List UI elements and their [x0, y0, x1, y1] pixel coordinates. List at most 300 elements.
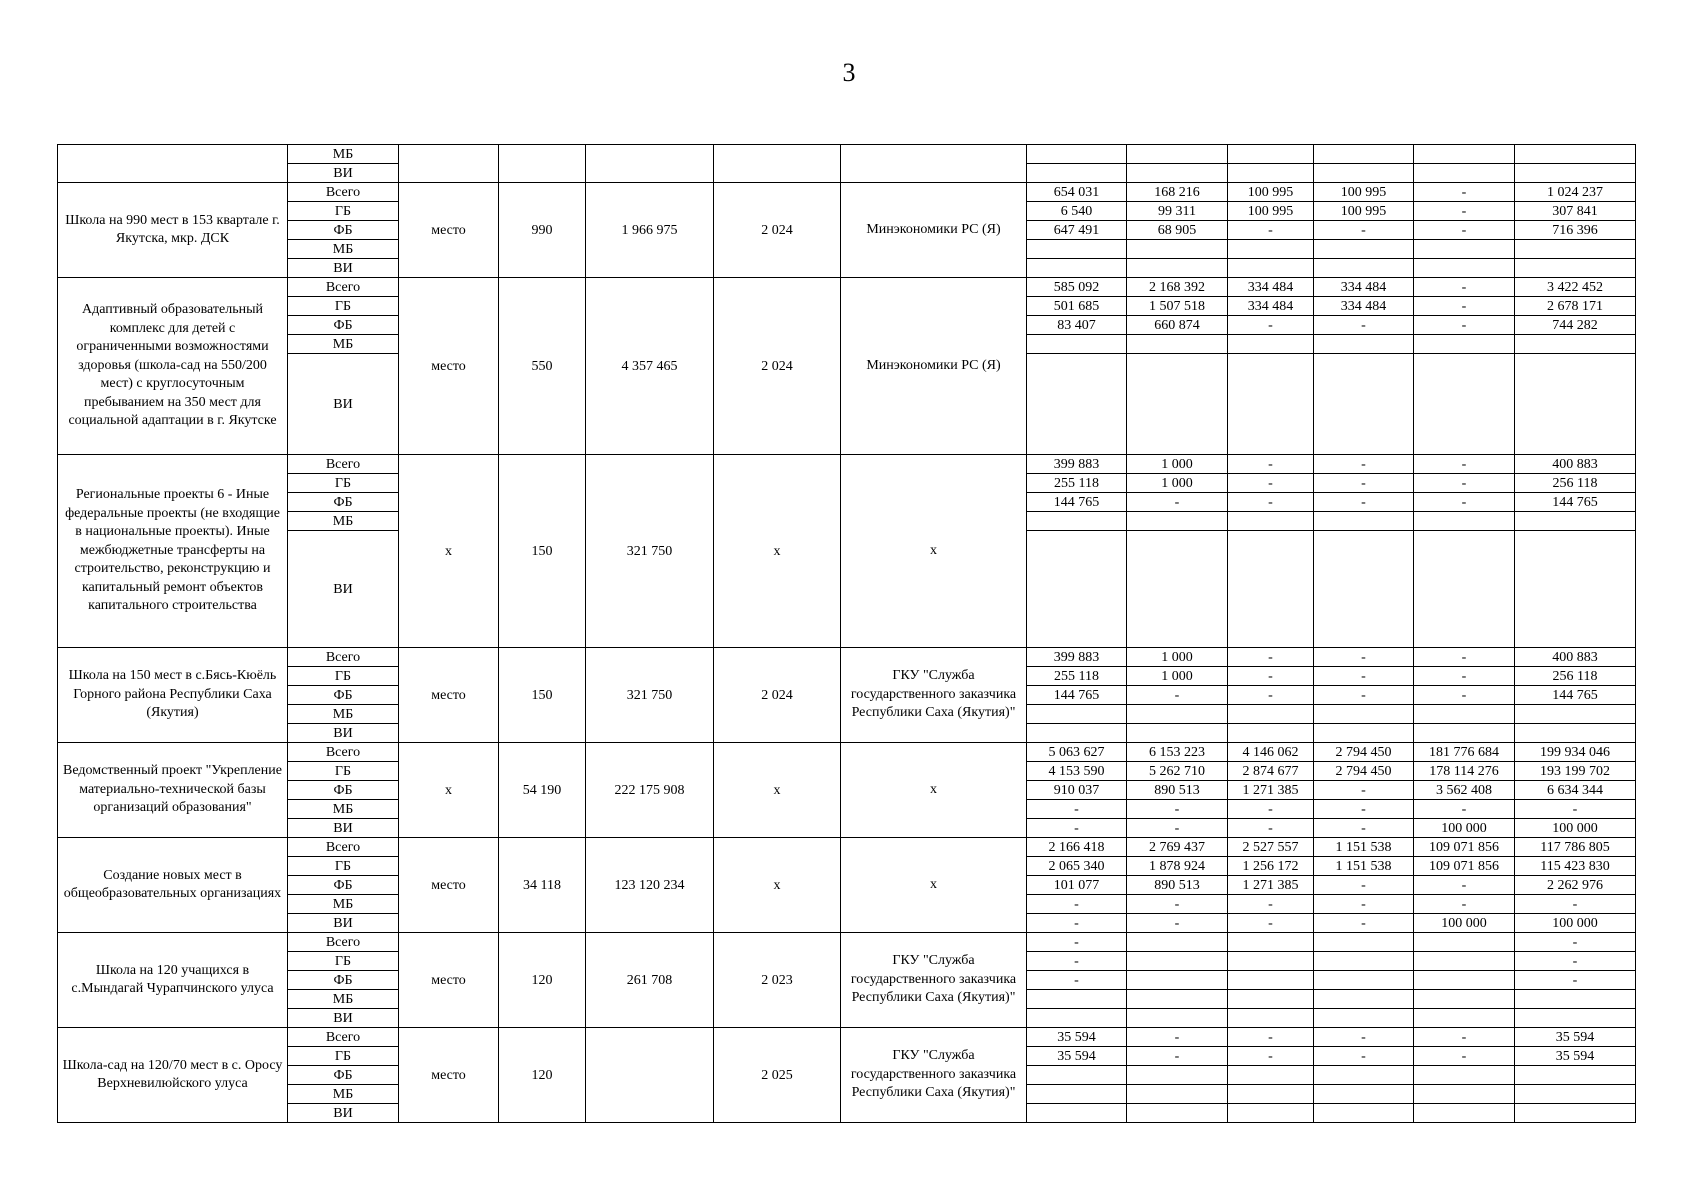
capacity-cell: 120 [499, 1028, 586, 1123]
funding-source-cell: ФБ [288, 971, 399, 990]
funding-source-cell: ГБ [288, 297, 399, 316]
funding-source-cell: ГБ [288, 762, 399, 781]
amount-cell: 4 146 062 [1228, 743, 1314, 762]
amount-cell: - [1414, 895, 1515, 914]
amount-cell [1127, 971, 1228, 990]
year-cell: 2 024 [714, 183, 841, 278]
budget-table-body [58, 145, 1636, 1123]
amount-cell [1127, 164, 1228, 183]
amount-cell: - [1228, 648, 1314, 667]
amount-cell: - [1314, 474, 1414, 493]
amount-cell [1414, 952, 1515, 971]
amount-cell: 716 396 [1515, 221, 1636, 240]
amount-cell [1127, 1085, 1228, 1104]
amount-cell: - [1414, 297, 1515, 316]
amount-cell: - [1414, 686, 1515, 705]
amount-cell: 2 874 677 [1228, 762, 1314, 781]
amount-cell: - [1027, 971, 1127, 990]
amount-cell: - [1314, 221, 1414, 240]
capacity-cell: 990 [499, 183, 586, 278]
amount-cell: 910 037 [1027, 781, 1127, 800]
amount-cell [1515, 724, 1636, 743]
amount-cell [1314, 1085, 1414, 1104]
amount-cell [1314, 335, 1414, 354]
capacity-cell: 54 190 [499, 743, 586, 838]
amount-cell: - [1515, 971, 1636, 990]
amount-cell: 199 934 046 [1515, 743, 1636, 762]
amount-cell: 1 271 385 [1228, 781, 1314, 800]
amount-cell: 256 118 [1515, 474, 1636, 493]
amount-cell [1515, 705, 1636, 724]
amount-cell: 654 031 [1027, 183, 1127, 202]
amount-cell [1127, 259, 1228, 278]
amount-cell [1027, 724, 1127, 743]
amount-cell: - [1027, 895, 1127, 914]
amount-cell: - [1414, 648, 1515, 667]
amount-cell: 68 905 [1127, 221, 1228, 240]
amount-cell [1228, 145, 1314, 164]
amount-cell: 1 878 924 [1127, 857, 1228, 876]
amount-cell: 181 776 684 [1414, 743, 1515, 762]
amount-cell: 144 765 [1027, 686, 1127, 705]
year-cell: 2 024 [714, 648, 841, 743]
table-row [58, 1028, 1636, 1047]
amount-cell: - [1414, 667, 1515, 686]
amount-cell: 100 000 [1414, 914, 1515, 933]
amount-cell [1027, 240, 1127, 259]
funding-source-cell: ГБ [288, 202, 399, 221]
cost-cell: 321 750 [586, 455, 714, 648]
amount-cell [1027, 705, 1127, 724]
amount-cell [1127, 990, 1228, 1009]
amount-cell [1414, 240, 1515, 259]
project-name-cell: Школа на 120 учащихся в с.Мындагай Чурапчинского улуса [58, 933, 288, 1028]
funding-source-cell: ФБ [288, 221, 399, 240]
amount-cell: 334 484 [1314, 278, 1414, 297]
executor-cell: ГКУ "Служба государственного заказчика Республики Саха (Якутия)" [841, 933, 1027, 1028]
amount-cell [1228, 724, 1314, 743]
amount-cell: - [1314, 781, 1414, 800]
cost-cell: 222 175 908 [586, 743, 714, 838]
amount-cell: 1 000 [1127, 667, 1228, 686]
executor-cell: х [841, 455, 1027, 648]
amount-cell: - [1228, 221, 1314, 240]
amount-cell: - [1027, 952, 1127, 971]
amount-cell [1228, 1104, 1314, 1123]
amount-cell: 6 540 [1027, 202, 1127, 221]
amount-cell [1314, 354, 1414, 455]
amount-cell: 109 071 856 [1414, 857, 1515, 876]
amount-cell [1414, 354, 1515, 455]
amount-cell: - [1414, 202, 1515, 221]
amount-cell [1515, 1009, 1636, 1028]
amount-cell: - [1228, 455, 1314, 474]
amount-cell [1414, 1066, 1515, 1085]
amount-cell: 144 765 [1515, 686, 1636, 705]
amount-cell [1228, 952, 1314, 971]
funding-source-cell: Всего [288, 743, 399, 762]
year-cell: 2 025 [714, 1028, 841, 1123]
amount-cell [1127, 512, 1228, 531]
amount-cell: 2 769 437 [1127, 838, 1228, 857]
amount-cell: 100 995 [1228, 202, 1314, 221]
amount-cell [1314, 971, 1414, 990]
amount-cell [1414, 933, 1515, 952]
amount-cell [1127, 335, 1228, 354]
funding-source-cell: ВИ [288, 1104, 399, 1123]
amount-cell [1127, 145, 1228, 164]
amount-cell [1127, 531, 1228, 648]
funding-source-cell: ВИ [288, 914, 399, 933]
amount-cell: - [1228, 895, 1314, 914]
cost-cell: 261 708 [586, 933, 714, 1028]
amount-cell: 1 000 [1127, 474, 1228, 493]
amount-cell [1414, 971, 1515, 990]
amount-cell: - [1314, 876, 1414, 895]
amount-cell [1027, 145, 1127, 164]
funding-source-cell: ВИ [288, 1009, 399, 1028]
amount-cell [1314, 145, 1414, 164]
table-row [58, 278, 1636, 297]
amount-cell: - [1127, 1028, 1228, 1047]
amount-cell: 744 282 [1515, 316, 1636, 335]
amount-cell: - [1314, 914, 1414, 933]
amount-cell: - [1414, 278, 1515, 297]
amount-cell: 2 794 450 [1314, 743, 1414, 762]
funding-source-cell: Всего [288, 933, 399, 952]
amount-cell: 1 000 [1127, 455, 1228, 474]
amount-cell [1027, 335, 1127, 354]
amount-cell [1228, 531, 1314, 648]
funding-source-cell: МБ [288, 895, 399, 914]
amount-cell: 2 527 557 [1228, 838, 1314, 857]
unit-cell: место [399, 1028, 499, 1123]
project-name-cell: Создание новых мест в общеобразовательных организациях [58, 838, 288, 933]
amount-cell: 647 491 [1027, 221, 1127, 240]
funding-source-cell: Всего [288, 648, 399, 667]
amount-cell [1027, 354, 1127, 455]
amount-cell: 334 484 [1228, 297, 1314, 316]
amount-cell [1027, 1009, 1127, 1028]
amount-cell: - [1414, 183, 1515, 202]
amount-cell: 255 118 [1027, 474, 1127, 493]
amount-cell: 5 262 710 [1127, 762, 1228, 781]
amount-cell [1027, 1066, 1127, 1085]
amount-cell: - [1414, 221, 1515, 240]
amount-cell [1314, 1009, 1414, 1028]
executor-cell: ГКУ "Служба государственного заказчика Республики Саха (Якутия)" [841, 648, 1027, 743]
funding-source-cell: ГБ [288, 667, 399, 686]
amount-cell: 6 634 344 [1515, 781, 1636, 800]
amount-cell: 334 484 [1228, 278, 1314, 297]
amount-cell: 35 594 [1027, 1047, 1127, 1066]
amount-cell [1414, 335, 1515, 354]
table-row [58, 183, 1636, 202]
executor-cell: ГКУ "Служба государственного заказчика Республики Саха (Якутия)" [841, 1028, 1027, 1123]
cost-cell [586, 1028, 714, 1123]
project-name-cell: Адаптивный образовательный комплекс для детей с ограниченными возможностями здоровья (школа-сад на 550/200 мест) с круглосуточным пребыванием на 350 мест для социальной адаптации в г. Якутске [58, 278, 288, 455]
amount-cell: 890 513 [1127, 876, 1228, 895]
amount-cell [1228, 705, 1314, 724]
amount-cell [1228, 1085, 1314, 1104]
amount-cell [1414, 990, 1515, 1009]
executor-cell: Минэкономики РС (Я) [841, 278, 1027, 455]
funding-source-cell: ВИ [288, 819, 399, 838]
amount-cell: - [1414, 493, 1515, 512]
amount-cell: 100 995 [1228, 183, 1314, 202]
funding-source-cell: ФБ [288, 316, 399, 335]
amount-cell: 501 685 [1027, 297, 1127, 316]
amount-cell: 399 883 [1027, 455, 1127, 474]
amount-cell: - [1414, 876, 1515, 895]
amount-cell [1228, 240, 1314, 259]
funding-source-cell: МБ [288, 240, 399, 259]
amount-cell: 399 883 [1027, 648, 1127, 667]
amount-cell [1515, 990, 1636, 1009]
funding-source-cell: ВИ [288, 354, 399, 455]
amount-cell: - [1314, 800, 1414, 819]
funding-source-cell: ГБ [288, 857, 399, 876]
amount-cell [1515, 1085, 1636, 1104]
amount-cell [1127, 724, 1228, 743]
amount-cell [1127, 705, 1228, 724]
amount-cell [1314, 512, 1414, 531]
funding-source-cell: МБ [288, 800, 399, 819]
amount-cell [1314, 933, 1414, 952]
funding-source-cell: МБ [288, 145, 399, 164]
funding-source-cell: ВИ [288, 531, 399, 648]
unit-cell [399, 145, 499, 183]
year-cell: х [714, 743, 841, 838]
amount-cell [1127, 354, 1228, 455]
year-cell: х [714, 455, 841, 648]
year-cell: х [714, 838, 841, 933]
amount-cell: 109 071 856 [1414, 838, 1515, 857]
amount-cell: 3 562 408 [1414, 781, 1515, 800]
funding-source-cell: ФБ [288, 876, 399, 895]
amount-cell: - [1414, 1047, 1515, 1066]
funding-source-cell: Всего [288, 838, 399, 857]
amount-cell [1027, 990, 1127, 1009]
amount-cell [1127, 240, 1228, 259]
table-row [58, 455, 1636, 474]
amount-cell [1027, 512, 1127, 531]
funding-source-cell: Всего [288, 1028, 399, 1047]
amount-cell [1228, 971, 1314, 990]
amount-cell [1228, 354, 1314, 455]
amount-cell: 168 216 [1127, 183, 1228, 202]
amount-cell: - [1228, 800, 1314, 819]
amount-cell [1027, 1104, 1127, 1123]
amount-cell: 100 000 [1515, 819, 1636, 838]
cost-cell: 4 357 465 [586, 278, 714, 455]
funding-source-cell: ГБ [288, 474, 399, 493]
executor-cell: Минэкономики РС (Я) [841, 183, 1027, 278]
funding-source-cell: ФБ [288, 1066, 399, 1085]
amount-cell: 660 874 [1127, 316, 1228, 335]
amount-cell [1027, 259, 1127, 278]
amount-cell [1515, 259, 1636, 278]
unit-cell: место [399, 278, 499, 455]
amount-cell: - [1228, 316, 1314, 335]
amount-cell [1515, 531, 1636, 648]
unit-cell: место [399, 933, 499, 1028]
amount-cell: 256 118 [1515, 667, 1636, 686]
funding-source-cell: ВИ [288, 724, 399, 743]
amount-cell: - [1314, 1028, 1414, 1047]
amount-cell: - [1314, 455, 1414, 474]
funding-source-cell: МБ [288, 335, 399, 354]
amount-cell: 4 153 590 [1027, 762, 1127, 781]
year-cell [714, 145, 841, 183]
amount-cell [1515, 145, 1636, 164]
project-name-cell [58, 145, 288, 183]
unit-cell: х [399, 743, 499, 838]
amount-cell: 6 153 223 [1127, 743, 1228, 762]
funding-source-cell: Всего [288, 183, 399, 202]
amount-cell: 1 271 385 [1228, 876, 1314, 895]
project-name-cell: Школа на 150 мест в с.Бясь-Кюёль Горного района Республики Саха (Якутия) [58, 648, 288, 743]
amount-cell: 144 765 [1515, 493, 1636, 512]
amount-cell: - [1228, 686, 1314, 705]
amount-cell: - [1314, 316, 1414, 335]
executor-cell: х [841, 838, 1027, 933]
amount-cell: - [1314, 1047, 1414, 1066]
amount-cell: - [1314, 895, 1414, 914]
funding-source-cell: Всего [288, 278, 399, 297]
amount-cell: - [1127, 895, 1228, 914]
amount-cell [1027, 164, 1127, 183]
amount-cell [1127, 1066, 1228, 1085]
amount-cell: - [1314, 819, 1414, 838]
amount-cell [1228, 259, 1314, 278]
amount-cell: - [1414, 474, 1515, 493]
amount-cell: 117 786 805 [1515, 838, 1636, 857]
amount-cell [1414, 724, 1515, 743]
amount-cell [1228, 164, 1314, 183]
funding-source-cell: МБ [288, 705, 399, 724]
amount-cell: 83 407 [1027, 316, 1127, 335]
amount-cell: - [1228, 474, 1314, 493]
funding-source-cell: МБ [288, 512, 399, 531]
project-name-cell: Школа-сад на 120/70 мест в с. Оросу Верхневилюйского улуса [58, 1028, 288, 1123]
amount-cell: - [1414, 1028, 1515, 1047]
amount-cell [1314, 1066, 1414, 1085]
amount-cell: 2 065 340 [1027, 857, 1127, 876]
amount-cell [1127, 1104, 1228, 1123]
amount-cell: 890 513 [1127, 781, 1228, 800]
amount-cell: 1 024 237 [1515, 183, 1636, 202]
amount-cell: - [1314, 493, 1414, 512]
amount-cell: - [1127, 914, 1228, 933]
amount-cell: 3 422 452 [1515, 278, 1636, 297]
amount-cell [1127, 933, 1228, 952]
amount-cell: - [1515, 952, 1636, 971]
amount-cell: - [1228, 667, 1314, 686]
table-row [58, 648, 1636, 667]
amount-cell [1027, 531, 1127, 648]
amount-cell: 35 594 [1515, 1028, 1636, 1047]
amount-cell: - [1027, 933, 1127, 952]
amount-cell: - [1228, 493, 1314, 512]
amount-cell [1314, 164, 1414, 183]
amount-cell [1314, 705, 1414, 724]
amount-cell [1314, 1104, 1414, 1123]
capacity-cell: 150 [499, 648, 586, 743]
amount-cell [1228, 1009, 1314, 1028]
amount-cell: 585 092 [1027, 278, 1127, 297]
cost-cell [586, 145, 714, 183]
amount-cell: 307 841 [1515, 202, 1636, 221]
amount-cell [1314, 531, 1414, 648]
amount-cell: 400 883 [1515, 648, 1636, 667]
amount-cell: - [1414, 316, 1515, 335]
unit-cell: место [399, 838, 499, 933]
amount-cell [1228, 933, 1314, 952]
table-row [58, 838, 1636, 857]
budget-table [57, 144, 1636, 1123]
amount-cell: 2 678 171 [1515, 297, 1636, 316]
amount-cell: 100 995 [1314, 202, 1414, 221]
amount-cell [1027, 1085, 1127, 1104]
amount-cell [1414, 164, 1515, 183]
amount-cell: - [1228, 819, 1314, 838]
amount-cell [1414, 145, 1515, 164]
amount-cell: - [1314, 667, 1414, 686]
amount-cell: - [1228, 1028, 1314, 1047]
amount-cell: - [1228, 914, 1314, 933]
amount-cell [1414, 531, 1515, 648]
amount-cell: 5 063 627 [1027, 743, 1127, 762]
amount-cell [1515, 240, 1636, 259]
funding-source-cell: Всего [288, 455, 399, 474]
amount-cell [1414, 1085, 1515, 1104]
amount-cell: - [1127, 686, 1228, 705]
funding-source-cell: ГБ [288, 1047, 399, 1066]
executor-cell [841, 145, 1027, 183]
cost-cell: 123 120 234 [586, 838, 714, 933]
capacity-cell: 150 [499, 455, 586, 648]
amount-cell: 144 765 [1027, 493, 1127, 512]
amount-cell [1515, 1066, 1636, 1085]
funding-source-cell: ВИ [288, 164, 399, 183]
amount-cell [1127, 952, 1228, 971]
amount-cell [1228, 512, 1314, 531]
funding-source-cell: МБ [288, 1085, 399, 1104]
page-number: 3 [842, 58, 856, 87]
capacity-cell: 34 118 [499, 838, 586, 933]
unit-cell: место [399, 648, 499, 743]
funding-source-cell: ФБ [288, 686, 399, 705]
amount-cell: - [1515, 933, 1636, 952]
amount-cell [1414, 1104, 1515, 1123]
unit-cell: место [399, 183, 499, 278]
amount-cell [1127, 1009, 1228, 1028]
amount-cell: - [1314, 686, 1414, 705]
amount-cell: 2 262 976 [1515, 876, 1636, 895]
amount-cell: 2 166 418 [1027, 838, 1127, 857]
amount-cell [1314, 952, 1414, 971]
amount-cell [1314, 990, 1414, 1009]
amount-cell [1228, 1066, 1314, 1085]
amount-cell: - [1027, 800, 1127, 819]
amount-cell: 255 118 [1027, 667, 1127, 686]
amount-cell: 334 484 [1314, 297, 1414, 316]
cost-cell: 321 750 [586, 648, 714, 743]
amount-cell [1414, 259, 1515, 278]
amount-cell [1414, 705, 1515, 724]
amount-cell: 100 000 [1414, 819, 1515, 838]
